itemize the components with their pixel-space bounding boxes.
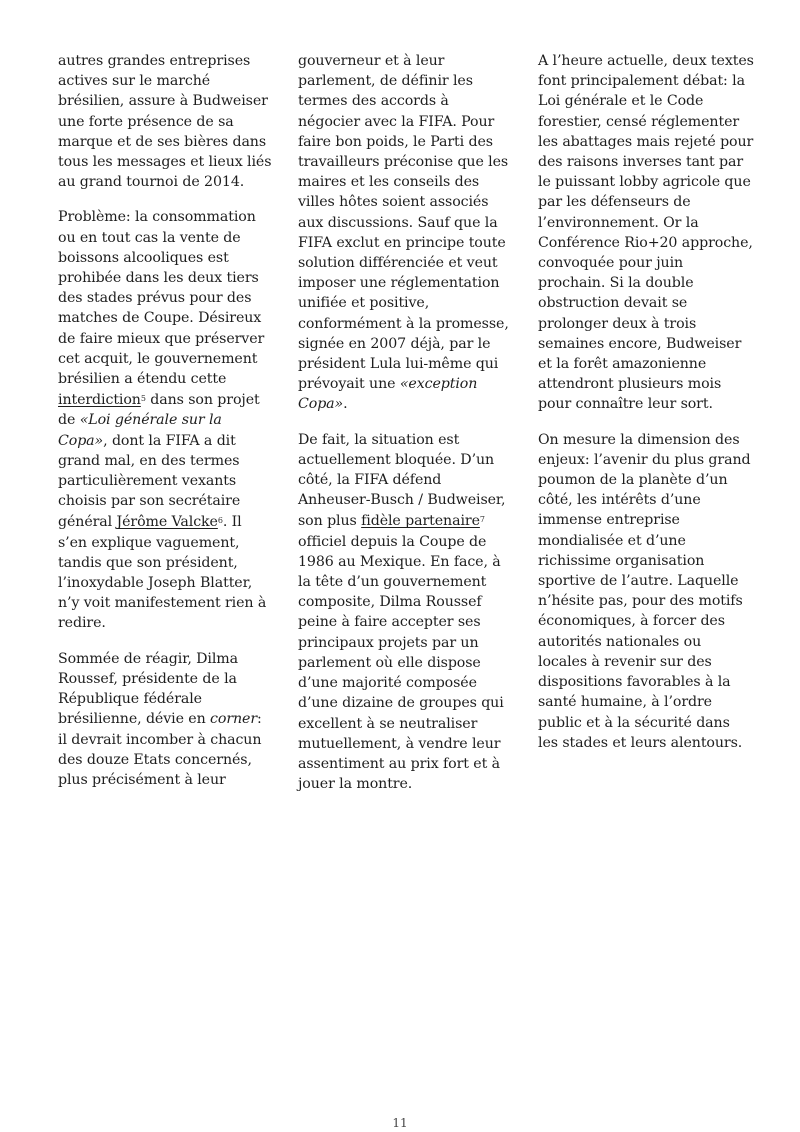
article-column-3 (538, 51, 754, 768)
text-run: dans son projet de (58, 392, 260, 429)
italic-loi-generale: «Loi générale sur la Copa» (58, 412, 222, 449)
text-run: : il devrait incomber à chacun des douze Etats concernés, plus précisément à leur (58, 711, 262, 788)
paragraph-col1-1: autres grandes entreprises actives sur le marché brésilien, assure à Budweiser une forte présence de sa marque et de ses bières dans tous les messages et lieux liés au grand tournoi de 2014. (58, 53, 272, 191)
jerome-valcke-link[interactable]: Jérôme Valcke (116, 514, 218, 531)
article-column-2 (298, 51, 512, 809)
fidele-partenaire-link[interactable]: fidèle partenaire (361, 513, 480, 530)
paragraph-col1-3 (58, 649, 272, 790)
italic-corner: corner (210, 711, 258, 728)
paragraph-col1-2 (58, 207, 272, 633)
paragraph-col3-1: A l’heure actuelle, deux textes font principalement débat: la Loi générale et le Code forestier, censé réglementer les abattages mais rejeté pour des raisons inverses tant par le puissant lobby agricole que par les défenseurs de l’environnement. Or la Conférence Rio+20 approche, convoquée pour juin prochain. Si la double obstruction devait se prolonger deux à trois semaines encore, Budweiser et la forêt amazonienne attendront plusieurs mois pour connaître leur sort. (538, 53, 754, 413)
footnote-ref-7[interactable]: 7 (479, 515, 485, 525)
text-run: . Il s’en explique vaguement, tandis que son président, l’inoxydable Joseph Blatter, n’y voit manifestement rien à redire. (58, 514, 267, 632)
paragraph-col3-2: On mesure la dimension des enjeux: l’avenir du plus grand poumon de la planète d’un côté, les intérêts d’une immense entreprise mondialisée et d’une richissime organisation sportive de l’autre. Laquelle n’hésite pas, pour des motifs économiques, à forcer des autorités nationales ou locales à revenir sur des dispositions favorables à la santé humaine, à l’ordre public et à la sécurité dans les stades et leurs alentours. (538, 431, 751, 751)
page-number: 11 (392, 1116, 408, 1130)
paragraph-col2-1 (298, 51, 512, 415)
text-run: gouverneur et à leur parlement, de définir les termes des accords à négocier avec la FIFA. Pour faire bon poids, le Parti des travailleurs préconise que les maires et les conseils des villes hôtes soient associés aux discussions. Sauf que la FIFA exclut en principe toute solution différenciée et veut imposer une réglementation unifiée et positive, conformément à la promesse, signée en 2007 déjà, par le président Lula lui-même qui prévoyait une (298, 53, 509, 393)
footnote-ref-6[interactable]: 6 (217, 516, 223, 526)
text-run: Problème: la consommation ou en tout cas la vente de boissons alcooliques est prohibée dans les deux tiers des stades prévus pour des matches de Coupe. Désireux de faire mieux que préserver cet acquit, le gouvernement brésilien a étendu cette (58, 209, 265, 388)
footnote-ref-5[interactable]: 5 (140, 394, 146, 404)
interdiction-link[interactable]: interdiction (58, 392, 141, 409)
paragraph-col2-2 (298, 430, 512, 795)
italic-exception-copa: «exception Copa» (298, 376, 478, 413)
article-column-1 (58, 51, 272, 805)
text-run: . (343, 396, 348, 413)
text-run: officiel depuis la Coupe de 1986 au Mexique. En face, à la tête d’un gouvernement composite, Dilma Roussef peine à faire accepter ses principaux projets par un parlement où elle dispose d’une majorité composée d’une dizaine de groupes qui excellent à se neutraliser mutuellement, à vendre leur assentiment au prix fort et à jouer la montre. (298, 533, 504, 793)
text-run: De fait, la situation est actuellement bloquée. D’un côté, la FIFA défend Anheuser-Busch / Budweiser, son plus (298, 431, 506, 530)
text-run: Sommée de réagir, Dilma Roussef, présidente de la République fédérale brésilienne, dévie en (58, 650, 239, 728)
text-run: , dont la FIFA a dit grand mal, en des termes particulièrement vexants choisis par son secrétaire général (58, 432, 241, 531)
